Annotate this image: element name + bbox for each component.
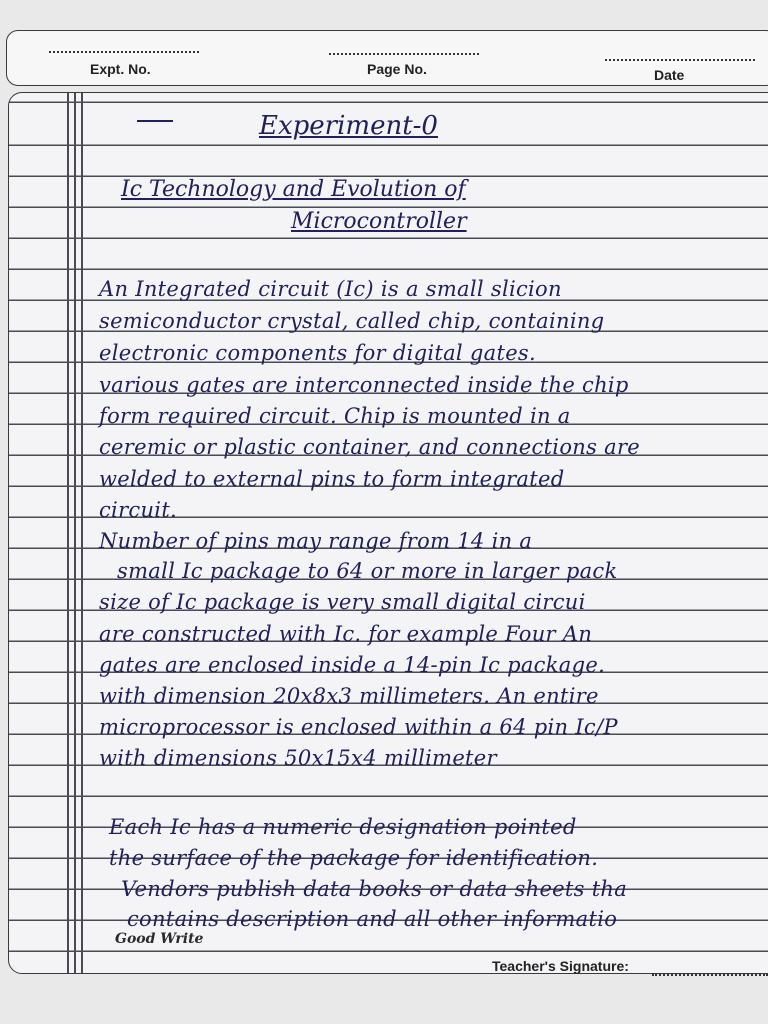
page-header bbox=[6, 30, 768, 86]
body-line: microprocessor is enclosed within a 64 pin Ic/P bbox=[99, 715, 618, 739]
body-line: various gates are interconnected inside the chip bbox=[99, 373, 629, 397]
date-blank bbox=[605, 59, 755, 61]
date-label: Date bbox=[654, 67, 685, 83]
body-line: size of Ic package is very small digital circui bbox=[99, 590, 586, 614]
body-line: with dimension 20x8x3 millimeters. An entire bbox=[99, 684, 599, 708]
body-line: welded to external pins to form integrated bbox=[99, 467, 565, 491]
body-line: gates are enclosed inside a 14-pin Ic package. bbox=[99, 653, 606, 677]
body-line: small Ic package to 64 or more in larger pack bbox=[117, 559, 618, 583]
body-line: Vendors publish data books or data sheets tha bbox=[121, 877, 628, 901]
expt-no-label: Expt. No. bbox=[90, 61, 151, 77]
teacher-signature-label: Teacher's Signature: bbox=[492, 958, 629, 974]
experiment-subtitle-line1: Ic Technology and Evolution of bbox=[121, 177, 466, 202]
body-line: electronic components for digital gates. bbox=[99, 341, 536, 365]
expt-no-blank bbox=[49, 51, 199, 53]
notebook-brand: Good Write bbox=[115, 931, 204, 947]
body-line: with dimensions 50x15x4 millimeter bbox=[99, 746, 497, 770]
body-line: semiconductor crystal, called chip, containing bbox=[99, 309, 605, 333]
body-line: the surface of the package for identification. bbox=[109, 846, 599, 870]
ruled-page bbox=[8, 92, 768, 974]
body-line: Each Ic has a numeric designation pointed bbox=[109, 815, 577, 839]
body-line: are constructed with Ic. for example Four An bbox=[99, 622, 593, 646]
title-dash-mark bbox=[137, 120, 173, 122]
margin-line-3 bbox=[81, 93, 83, 973]
margin-line-1 bbox=[67, 93, 69, 973]
margin-line-2 bbox=[74, 93, 76, 973]
page-no-blank bbox=[329, 53, 479, 55]
experiment-title: Experiment-0 bbox=[259, 111, 438, 141]
experiment-subtitle-line2: Microcontroller bbox=[291, 209, 467, 234]
body-line: circuit. bbox=[99, 498, 178, 522]
body-line: contains description and all other informatio bbox=[127, 907, 618, 931]
page-no-label: Page No. bbox=[367, 61, 427, 77]
teacher-signature-blank bbox=[652, 974, 768, 976]
body-line: An Integrated circuit (Ic) is a small slicion bbox=[99, 277, 562, 301]
body-line: Number of pins may range from 14 in a bbox=[99, 529, 533, 553]
body-line: form required circuit. Chip is mounted in a bbox=[99, 404, 571, 428]
body-line: ceremic or plastic container, and connections are bbox=[99, 435, 641, 459]
